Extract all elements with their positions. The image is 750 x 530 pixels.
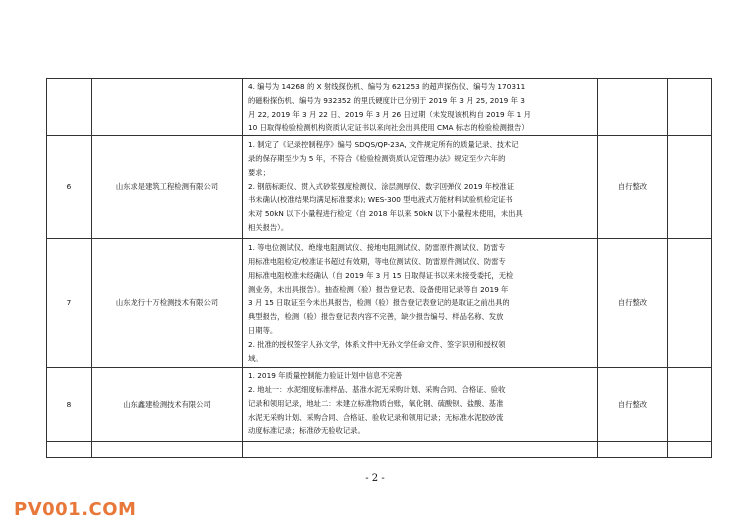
organization-name: [92, 79, 243, 136]
problem-line: 书未确认(校准结果均满足标准要求); WES-300 型电液式万能材料试验机检定证书: [248, 195, 513, 205]
problem-line: 未对 50kN 以下小量程进行检定（自 2018 年以来 50kN 以下小量程未使用，未出具: [248, 209, 523, 219]
problem-line: 4. 编号为 14268 的 X 射线探伤机、编号为 621253 的超声探伤仪、编号为 170311: [248, 82, 526, 91]
problem-line: 的磁粉探伤机、编号为 932352 的里氏硬度计已分别于 2019 年 3 月 25, 2019 年 3: [248, 95, 525, 105]
inspection-results-table: [46, 78, 712, 458]
problem-line: 测业务，未出具报告）。抽查检测（验）报告登记表、设备使用记录等自 2019 年: [248, 284, 509, 294]
problem-line: 1. 2019 年质量控制能力验证计划中信息不完善: [248, 371, 403, 381]
problem-line: 用标准电阻校准未经确认（自 2019 年 3 月 15 日取得证书以来未接受委托，无检: [248, 270, 514, 280]
organization-name: 山东求是建筑工程检测有限公司: [92, 136, 243, 239]
problem-line: 记录和领用记录，地址二：未建立标准物质台账，氧化钢、硫酸钡、盐酸、基准: [248, 398, 504, 408]
problem-line: 典型报告，检测（验）报告登记表内容不完善，缺少报告编号、样品名称、发放: [248, 312, 504, 322]
page-number: - 2 -: [365, 473, 385, 484]
remarks-cell: [668, 79, 712, 136]
rectification-action: [598, 442, 668, 458]
problem-line: 3 月 15 日取证至今未出具报告，检测（验）报告登记表登记的是取证之前出具的: [248, 298, 510, 308]
problem-description: [243, 79, 598, 136]
problem-description: [243, 136, 598, 239]
problem-description: [243, 368, 598, 442]
problem-line: 相关报告）。: [248, 222, 289, 232]
problem-line: 2. 批准的授权签字人孙文学，体系文件中无孙文学任命文件、签字识别和授权领: [248, 339, 506, 349]
row-number: 8: [47, 368, 92, 442]
problem-line: 录的保存期至少为 5 年，不符合《检验检测资质认定管理办法》规定至少六年的: [248, 153, 506, 163]
problem-line: 域。: [248, 353, 263, 363]
row-number: [47, 442, 92, 458]
remarks-cell: [668, 442, 712, 458]
problem-line: 1. 等电位测试仪、绝缘电阻测试仪、接地电阻测试仪、防雷原件测试仪、防雷专: [248, 243, 506, 253]
remarks-cell: [668, 368, 712, 442]
table-row: [47, 368, 712, 442]
problem-line: 用标准电阻检定/校准证书超过有效期，等电位测试仪、防雷原件测试仪、防雷专: [248, 256, 506, 266]
rectification-action: 自行整改: [598, 239, 668, 368]
problem-line: 10 日取得检验检测机构资质认定证书以来向社会出具使用 CMA 标志的检验检测报告）: [248, 123, 529, 133]
problem-description: [243, 239, 598, 368]
rectification-action: 自行整改: [598, 136, 668, 239]
table-row: [47, 239, 712, 368]
row-number: 6: [47, 136, 92, 239]
table-row: [47, 136, 712, 239]
problem-line: 月 22, 2019 年 3 月 22 日、2019 年 3 月 26 日过期（未发现该机构自 2019 年 1 月: [248, 109, 531, 119]
problem-line: 日期等。: [248, 325, 278, 335]
remarks-cell: [668, 136, 712, 239]
problem-line: 2. 地址一：水泥细度标准样品、基准水泥无采购计划、采购合同、合格证、验收: [248, 384, 506, 394]
problem-line: 动度标准记录；标准砂无验收记录。: [248, 426, 365, 436]
problem-line: 1. 制定了《记录控制程序》编号 SDQS/QP-23A, 文件规定所有的质量记录、技术记: [248, 140, 519, 150]
problem-description: [243, 442, 598, 458]
organization-name: 山东龙行十万检测技术有限公司: [92, 239, 243, 368]
rectification-action: [598, 79, 668, 136]
organization-name: [92, 442, 243, 458]
problem-line: 水泥无采购计划、采购合同、合格证、验收记录和领用记录；无标准水泥胶砂流: [248, 412, 504, 422]
table-row: [47, 442, 712, 458]
table-row: [47, 79, 712, 136]
row-number: 7: [47, 239, 92, 368]
organization-name: 山东鑫建检测技术有限公司: [92, 368, 243, 442]
problem-line: 2. 钢筋标距仪、贯入式砂浆强度检测仪、涂层测厚仪、数字回弹仪 2019 年校准证: [248, 181, 514, 191]
remarks-cell: [668, 239, 712, 368]
row-number: [47, 79, 92, 136]
watermark-logo: PV001.COM: [14, 499, 137, 520]
rectification-action: 自行整改: [598, 368, 668, 442]
problem-line: 要求；: [248, 167, 270, 177]
